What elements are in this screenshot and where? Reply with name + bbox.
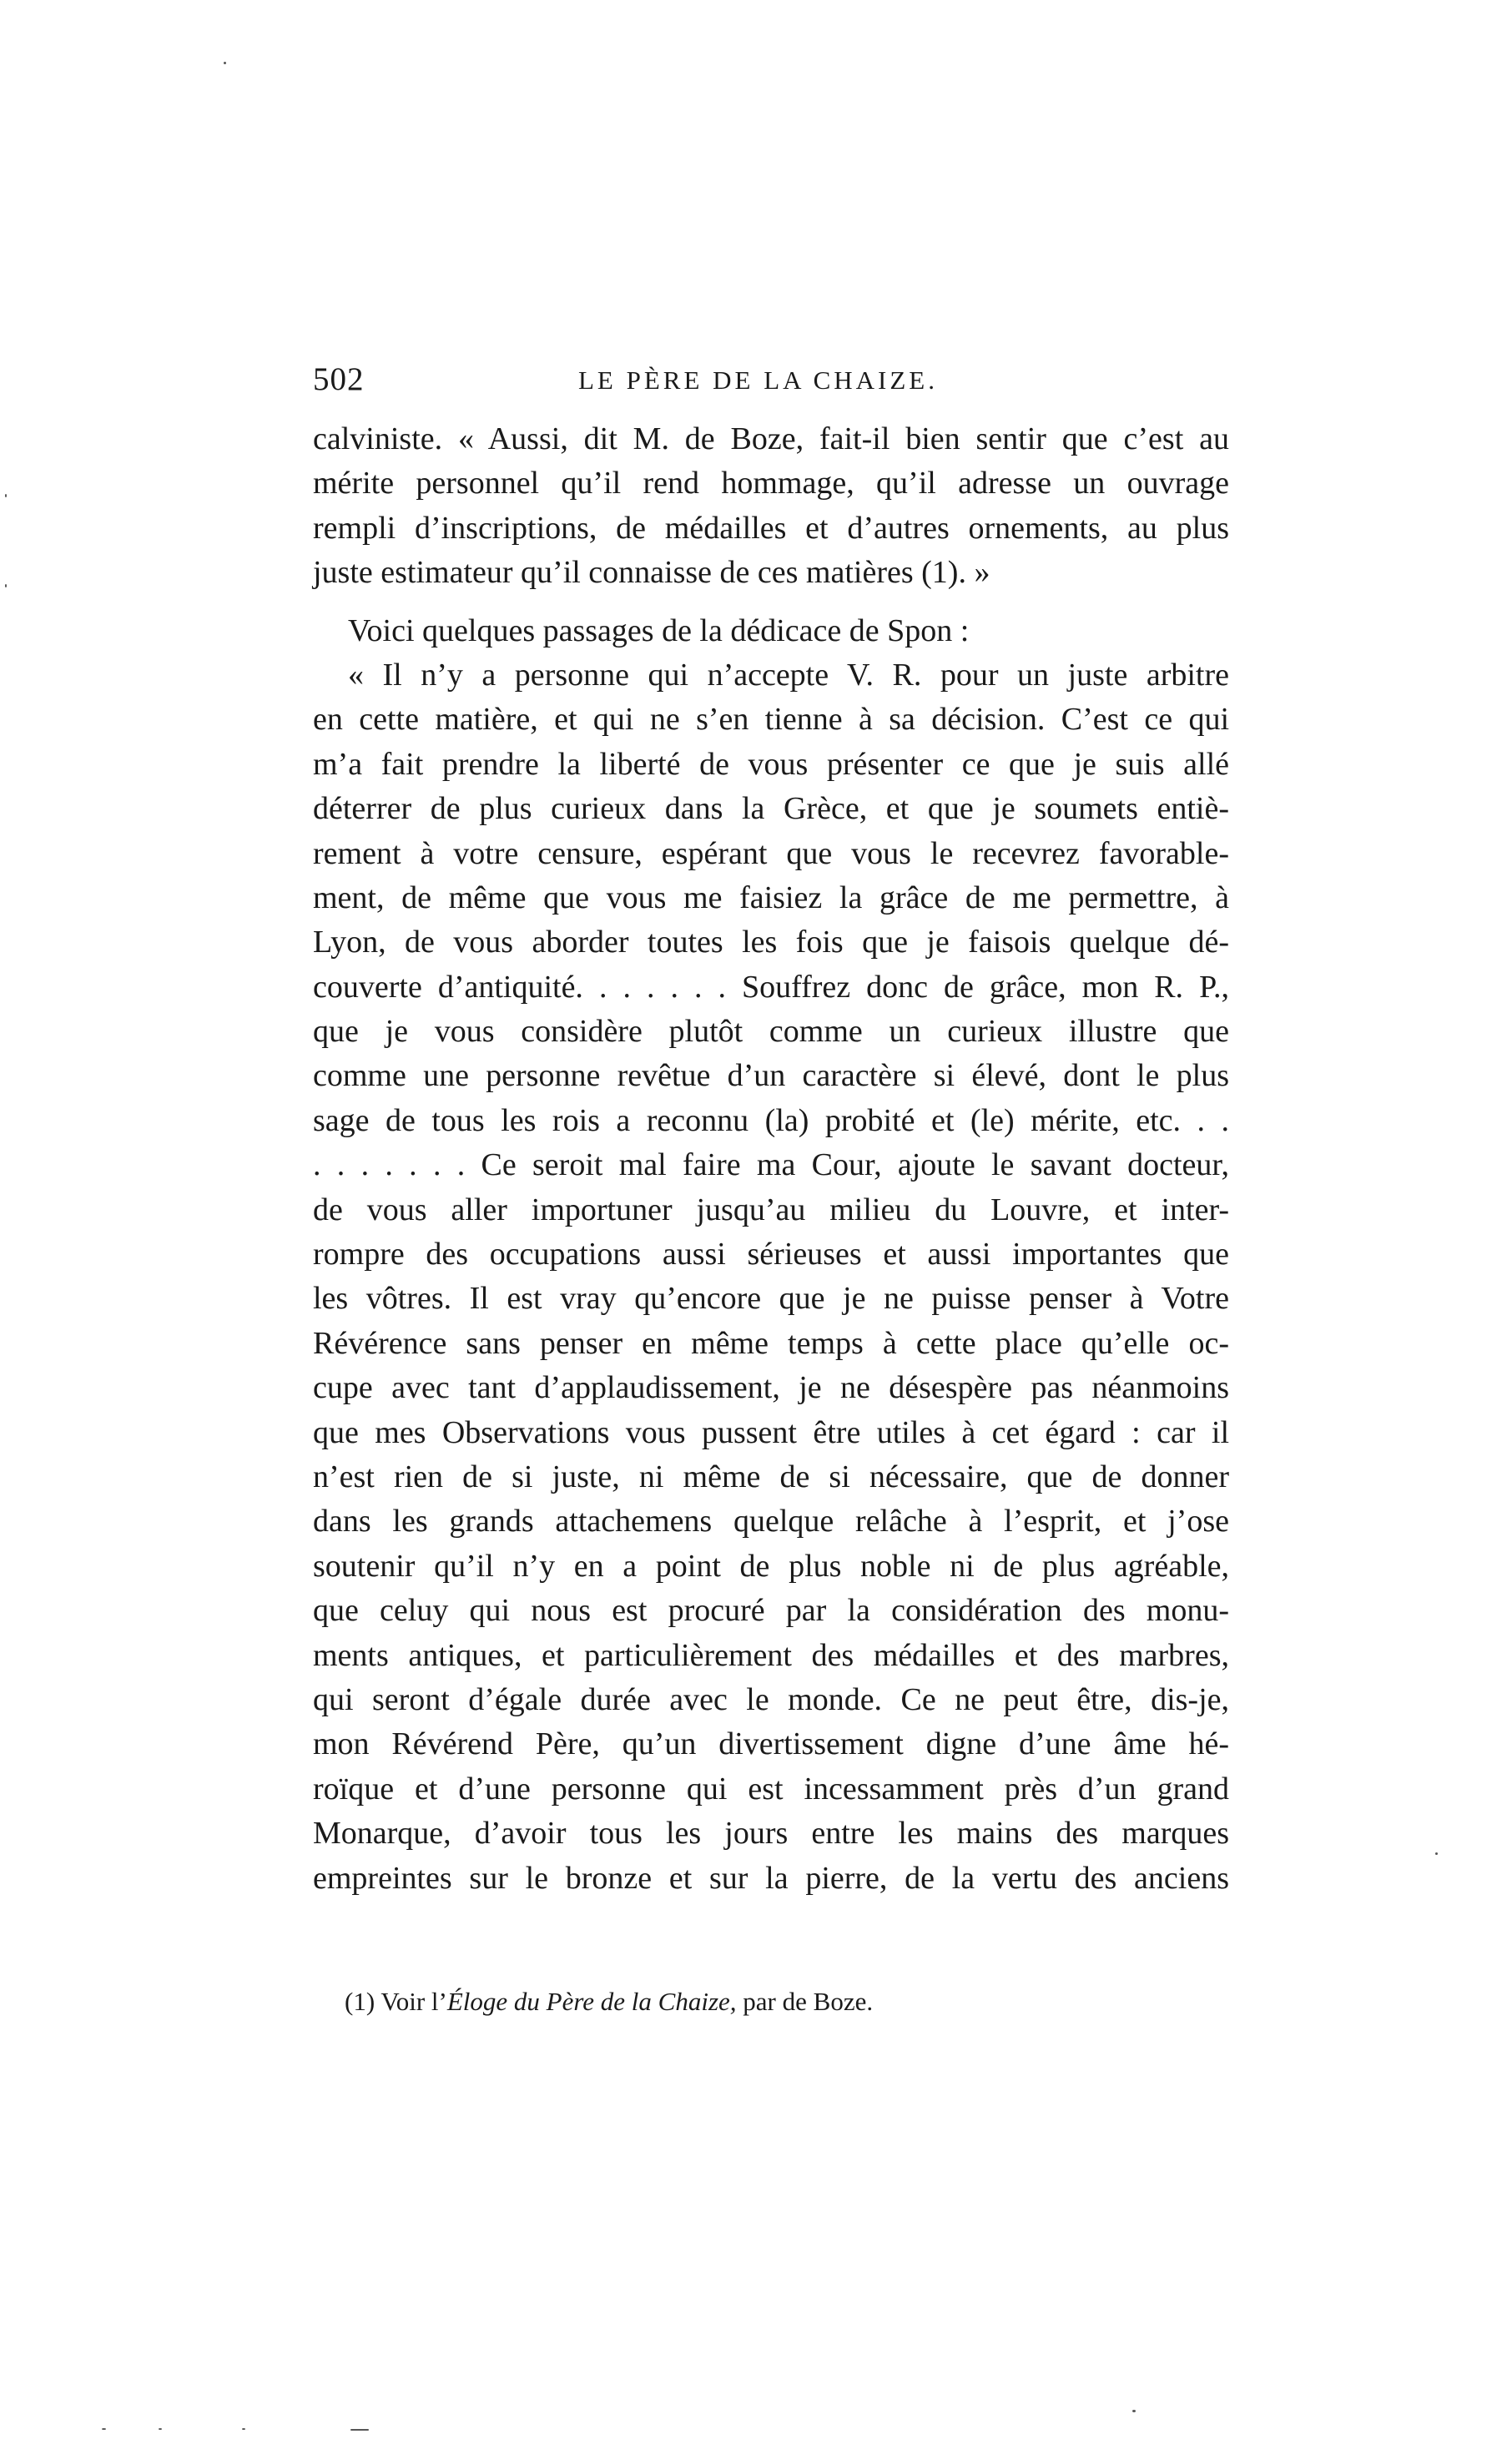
text-line: rompre des occupations aussi sérieuses et aussi importantes que <box>313 1237 1229 1272</box>
footnote <box>345 1987 873 2017</box>
scan-speck <box>5 584 7 587</box>
scan-speck <box>1132 2410 1136 2412</box>
text-line: dans les grands attachemens quelque relâche à l’esprit, et j’ose <box>313 1504 1229 1539</box>
text-line: roïque et d’une personne qui est incessamment près d’un grand <box>313 1771 1229 1807</box>
running-head <box>313 360 1229 411</box>
text-line: empreintes sur le bronze et sur la pierre, de la vertu des anciens <box>313 1860 1229 1896</box>
text-line: rement à votre censure, espérant que vous le recevrez favorable- <box>313 835 1229 871</box>
text-line: que celuy qui nous est procuré par la considération des monu- <box>313 1593 1229 1629</box>
text-line: mon Révérend Père, qu’un divertissement digne d’une âme hé- <box>313 1726 1229 1762</box>
text-line: n’est rien de si juste, ni même de si nécessaire, que de donner <box>313 1459 1229 1494</box>
text-line: couverte d’antiquité. . . . . . . Souffrez donc de grâce, mon R. P., <box>313 969 1229 1005</box>
text-line: soutenir qu’il n’y en a point de plus noble ni de plus agréable, <box>313 1548 1229 1584</box>
text-line: juste estimateur qu’il connaisse de ces matières (1). » <box>313 555 990 591</box>
text-line: cupe avec tant d’applaudissement, je ne désespère pas néanmoins <box>313 1370 1229 1406</box>
text-line: Monarque, d’avoir tous les jours entre les mains des marques <box>313 1816 1229 1852</box>
text-line: mérite personnel qu’il rend hommage, qu’il adresse un ouvrage <box>313 466 1229 501</box>
scan-speck <box>242 2428 245 2430</box>
text-line: qui seront d’égale durée avec le monde. Ce ne peut être, dis-je, <box>313 1681 1229 1717</box>
text-line: . . . . . . . Ce seroit mal faire ma Cour, ajoute le savant docteur, <box>313 1147 1229 1183</box>
text-line: Lyon, de vous aborder toutes les fois que je faisois quelque dé- <box>313 925 1229 960</box>
text-line: m’a fait prendre la liberté de vous présenter ce que je suis allé <box>313 746 1229 782</box>
text-line: « Il n’y a personne qui n’accepte V. R. pour un juste arbitre <box>348 657 1229 693</box>
scan-speck <box>1435 1852 1438 1855</box>
text-line: sage de tous les rois a reconnu (la) probité et (le) mérite, etc. . . <box>313 1102 1229 1138</box>
page-number: 502 <box>313 361 365 397</box>
text-line: Voici quelques passages de la dédicace de Spon : <box>348 612 970 648</box>
text-line: déterrer de plus curieux dans la Grèce, et que je soumets entiè- <box>313 791 1229 827</box>
running-title: LE PÈRE DE LA CHAIZE. <box>578 365 938 395</box>
body-text <box>313 417 1229 1901</box>
scan-speck <box>5 494 7 497</box>
scan-speck <box>102 2428 106 2430</box>
text-line: en cette matière, et qui ne s’en tienne à sa décision. C’est ce qui <box>313 702 1229 738</box>
text-line: rempli d’inscriptions, de médailles et d’autres ornements, au plus <box>313 510 1229 546</box>
scan-speck <box>159 2428 162 2430</box>
text-line: que mes Observations vous pussent être utiles à cet égard : car il <box>313 1414 1229 1450</box>
footnote-marker: (1) <box>345 1987 375 2016</box>
text-line: comme une personne revêtue d’un caractère si élevé, dont le plus <box>313 1058 1229 1094</box>
footnote-title: Éloge du Père de la Chaize, <box>446 1987 737 2016</box>
text-line: que je vous considère plutôt comme un curieux illustre que <box>313 1014 1229 1050</box>
footnote-suffix: par de Boze. <box>743 1987 874 2016</box>
text-line: de vous aller importuner jusqu’au milieu du Louvre, et inter- <box>313 1192 1229 1227</box>
text-line: ments antiques, et particulièrement des médailles et des marbres, <box>313 1637 1229 1673</box>
text-line: Révérence sans penser en même temps à cette place qu’elle oc- <box>313 1325 1229 1361</box>
text-line: les vôtres. Il est vray qu’encore que je ne puisse penser à Votre <box>313 1281 1229 1317</box>
scan-speck <box>224 62 226 64</box>
text-line: ment, de même que vous me faisiez la grâce de me permettre, à <box>313 879 1229 915</box>
scan-speck <box>350 2429 369 2431</box>
text-line: calviniste. « Aussi, dit M. de Boze, fait-il bien sentir que c’est au <box>313 421 1229 456</box>
footnote-prefix: Voir l’ <box>381 1987 447 2016</box>
